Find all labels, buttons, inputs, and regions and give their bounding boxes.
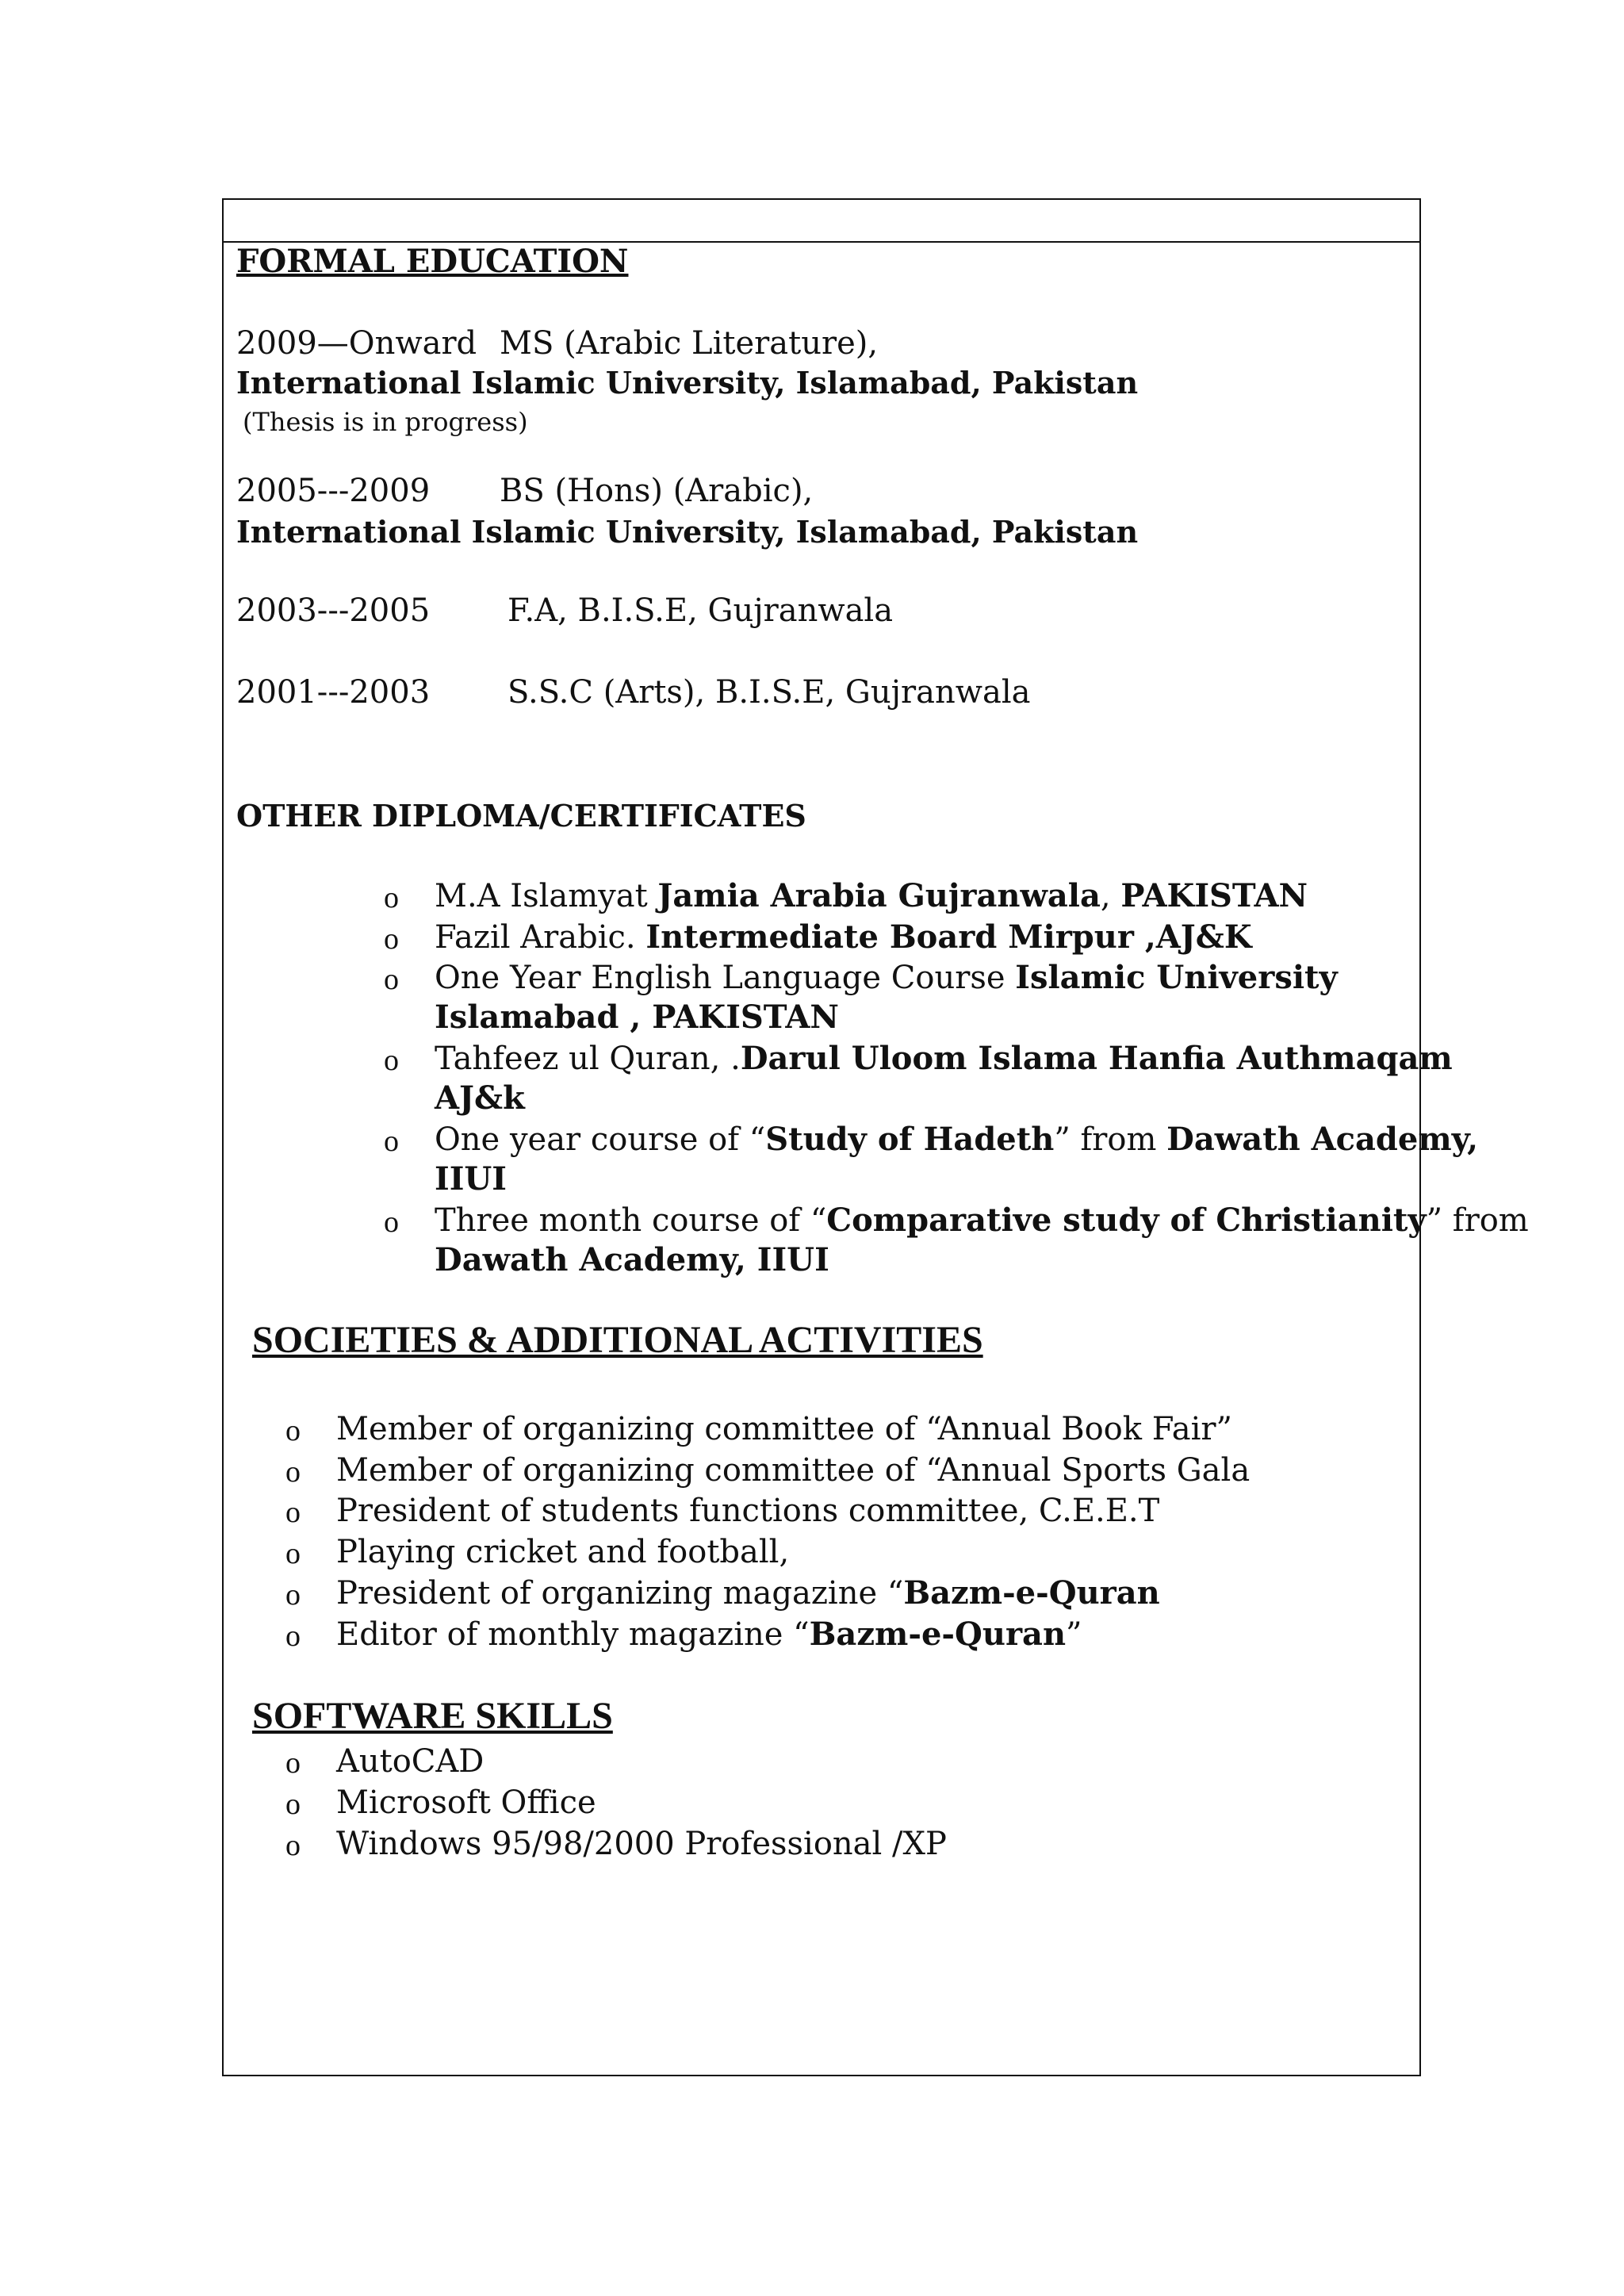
diploma-item-3: One Year English Language Course Islamic University bbox=[435, 959, 1338, 996]
bullet-icon: o bbox=[384, 1044, 399, 1077]
diploma-item-5-line2: IIUI bbox=[435, 1160, 508, 1198]
edu-3-degree: F.A, B.I.S.E, Gujranwala bbox=[508, 592, 894, 629]
edu-1-note: (Thesis is in progress) bbox=[243, 407, 528, 437]
edu-4-degree: S.S.C (Arts), B.I.S.E, Gujranwala bbox=[508, 674, 1031, 711]
edu-2-institution: International Islamic University, Islamabad, Pakistan bbox=[236, 514, 1139, 550]
bullet-icon: o bbox=[384, 881, 399, 914]
societies-heading: SOCIETIES & ADDITIONAL ACTIVITIES bbox=[252, 1319, 983, 1361]
bullet-icon: o bbox=[384, 1205, 399, 1239]
bullet-icon: o bbox=[285, 1578, 301, 1612]
edu-1-institution: International Islamic University, Islamabad, Pakistan bbox=[236, 365, 1139, 401]
edu-4-years: 2001---2003 bbox=[236, 674, 431, 711]
skill-item-2: Microsoft Office bbox=[336, 1784, 596, 1821]
edu-1-degree: MS (Arabic Literature), bbox=[500, 325, 879, 362]
bullet-icon: o bbox=[285, 1537, 301, 1570]
edu-1-years: 2009—Onward bbox=[236, 325, 477, 362]
diploma-item-2: Fazil Arabic. Intermediate Board Mirpur ,AJ&K bbox=[435, 918, 1252, 956]
formal-education-heading: FORMAL EDUCATION bbox=[236, 243, 629, 280]
diploma-item-1: M.A Islamyat Jamia Arabia Gujranwala, PAKISTAN bbox=[435, 877, 1308, 914]
bullet-icon: o bbox=[285, 1496, 301, 1529]
edu-3-years: 2003---2005 bbox=[236, 592, 431, 629]
society-item-6: Editor of monthly magazine “Bazm-e-Quran” bbox=[336, 1616, 1082, 1653]
bullet-icon: o bbox=[384, 1125, 399, 1158]
society-item-5: President of organizing magazine “Bazm-e-Quran bbox=[336, 1574, 1160, 1612]
diploma-item-6: Three month course of “Comparative study of Christianity” from bbox=[435, 1202, 1529, 1239]
diploma-item-3-line2: Islamabad , PAKISTAN bbox=[435, 999, 839, 1036]
edu-2-years: 2005---2009 bbox=[236, 473, 431, 509]
bullet-icon: o bbox=[285, 1414, 301, 1447]
society-item-2: Member of organizing committee of “Annual Sports Gala bbox=[336, 1452, 1251, 1489]
diploma-item-4: Tahfeez ul Quran, .Darul Uloom Islama Hanfia Authmaqam bbox=[435, 1040, 1453, 1077]
bullet-icon: o bbox=[384, 963, 399, 996]
bullet-icon: o bbox=[384, 922, 399, 956]
skill-item-1: AutoCAD bbox=[336, 1743, 485, 1780]
bullet-icon: o bbox=[285, 1788, 301, 1821]
edu-2-degree: BS (Hons) (Arabic), bbox=[500, 473, 814, 509]
diploma-item-5: One year course of “Study of Hadeth” from Dawath Academy, bbox=[435, 1121, 1478, 1158]
bullet-icon: o bbox=[285, 1455, 301, 1489]
skill-item-3: Windows 95/98/2000 Professional /XP bbox=[336, 1826, 947, 1862]
bullet-icon: o bbox=[285, 1829, 301, 1862]
other-diploma-heading: OTHER DIPLOMA/CERTIFICATES bbox=[236, 798, 806, 834]
diploma-item-4-line2: AJ&k bbox=[435, 1079, 525, 1117]
society-item-3: President of students functions committee, C.E.E.T bbox=[336, 1493, 1160, 1529]
bullet-icon: o bbox=[285, 1619, 301, 1653]
bullet-icon: o bbox=[285, 1746, 301, 1780]
diploma-item-6-line2: Dawath Academy, IIUI bbox=[435, 1241, 829, 1278]
software-skills-heading: SOFTWARE SKILLS bbox=[252, 1695, 613, 1737]
society-item-4: Playing cricket and football, bbox=[336, 1534, 790, 1570]
society-item-1: Member of organizing committee of “Annual Book Fair” bbox=[336, 1411, 1232, 1447]
frame-header-row bbox=[224, 200, 1419, 243]
